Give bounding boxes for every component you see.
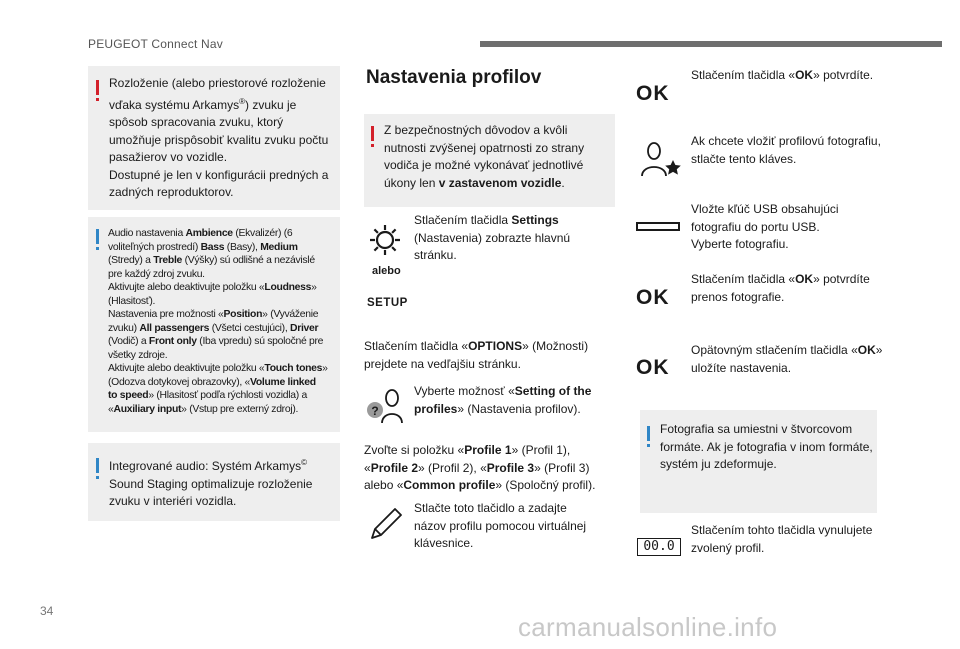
setup-button-label: SETUP [367, 297, 408, 309]
pencil-icon [366, 506, 402, 542]
header-title: PEUGEOT Connect Nav [88, 37, 223, 51]
warning-mark-icon [371, 126, 374, 141]
confirm-step-text: Stlačením tlačidla «OK» potvrdíte. [691, 68, 874, 82]
name-step-text: Stlačte toto tlačidlo a zadajte názov profilu pomocou virtuálnej klávesnice. [414, 501, 587, 550]
profile-question-icon [364, 387, 408, 427]
section-heading: Nastavenia profilov [366, 67, 542, 88]
settings-step-text: Stlačením tlačidla Settings (Nastavenia) zobrazte hlavnú stránku. [414, 213, 571, 262]
warning-note-text: Rozloženie (alebo priestorové rozloženie vďaka systému Arkamys®) zvuku je spôsob spracovania zvuku, ktorý umožňuje prispôsobiť kvalitu zvuku počtu pasažierov vo vozidle. Dostupné je len v konfigurácii predných a zadných reproduktorov. [109, 76, 329, 199]
watermark: carmanualsonline.info [518, 612, 778, 642]
audio-info-text: Audio nastavenia Ambience (Ekvalizér) (6 voliteľných prostredí) Bass (Basy), Medium (Stredy) a Treble (Výšky) sú odlišné a nezávislé pre každý zdroj zvuku. Aktivujte alebo deaktivujte položku «Loudness» (Hlasitosť). Nastavenia pre možnosti «Position» (Vyváženie zvuku) All passengers (Všetci cestujúci), Driver (Vodič) a Front only (Iba vpredu) sú spoločné pre všetky zdroje. Aktivujte alebo deaktivujte položku «Touch tones» (Odozva dotykovej obrazovky), «Volume linked to speed» (Hlasitosť podľa rýchlosti vozidla) a «Auxiliary input» (Vstup pre externý zdroj). [108, 228, 328, 415]
profile-star-icon [636, 140, 682, 180]
info-mark-icon [647, 426, 650, 441]
options-step-text: Stlačením tlačidla «OPTIONS» (Možnosti) prejdete na vedľajšiu stránku. [364, 339, 589, 371]
page-number: 34 [40, 604, 54, 618]
save-step-text: Opätovným stlačením tlačidla «OK» uložíte nastavenia. [691, 343, 883, 375]
info-mark-icon [96, 229, 99, 244]
ok-icon: OK [636, 82, 670, 105]
reset-step-text: Stlačením tohto tlačidla vynulujete zvolený profil. [691, 523, 873, 555]
header-bar [480, 41, 942, 47]
reset-display-icon: 00.0 [637, 538, 681, 556]
photo-info-text: Fotografia sa umiestni v štvorcovom formáte. Ak je fotografia v inom formáte, systém ju zdeformuje. [660, 422, 873, 471]
warning-mark-icon [96, 80, 99, 95]
safety-warning-text: Z bezpečnostných dôvodov a kvôli nutnosti zvýšenej opatrnosti zo strany vodiča je možné vykonávať jednotlivé úkony len v zastavenom vozidle. [384, 123, 585, 190]
alebo-label: alebo [372, 265, 401, 277]
usb-key-icon [636, 222, 680, 231]
profiles-step-text: Vyberte možnosť «Setting of the profiles» (Nastavenia profilov). [414, 384, 592, 416]
usb-step-text: Vložte kľúč USB obsahujúci fotografiu do portu USB. Vyberte fotografiu. [691, 202, 839, 251]
photo-step-text: Ak chcete vložiť profilovú fotografiu, stlačte tento kláves. [691, 134, 881, 166]
ok-icon: OK [636, 286, 670, 309]
ok-icon: OK [636, 356, 670, 379]
transfer-step-text: Stlačením tlačidla «OK» potvrdíte prenos fotografie. [691, 272, 870, 304]
svg-text:?: ? [371, 404, 379, 418]
choose-profile-text: Zvoľte si položku «Profile 1» (Profil 1), «Profile 2» (Profil 2), «Profile 3» (Profil 3) alebo «Common profile» (Spoločný profil). [364, 443, 596, 492]
info-mark-icon [96, 458, 99, 473]
arkamys-info-text: Integrované audio: Systém Arkamys© Sound Staging optimalizuje rozloženie zvuku v interiéri vozidla. [109, 458, 313, 508]
gear-icon [367, 222, 403, 258]
